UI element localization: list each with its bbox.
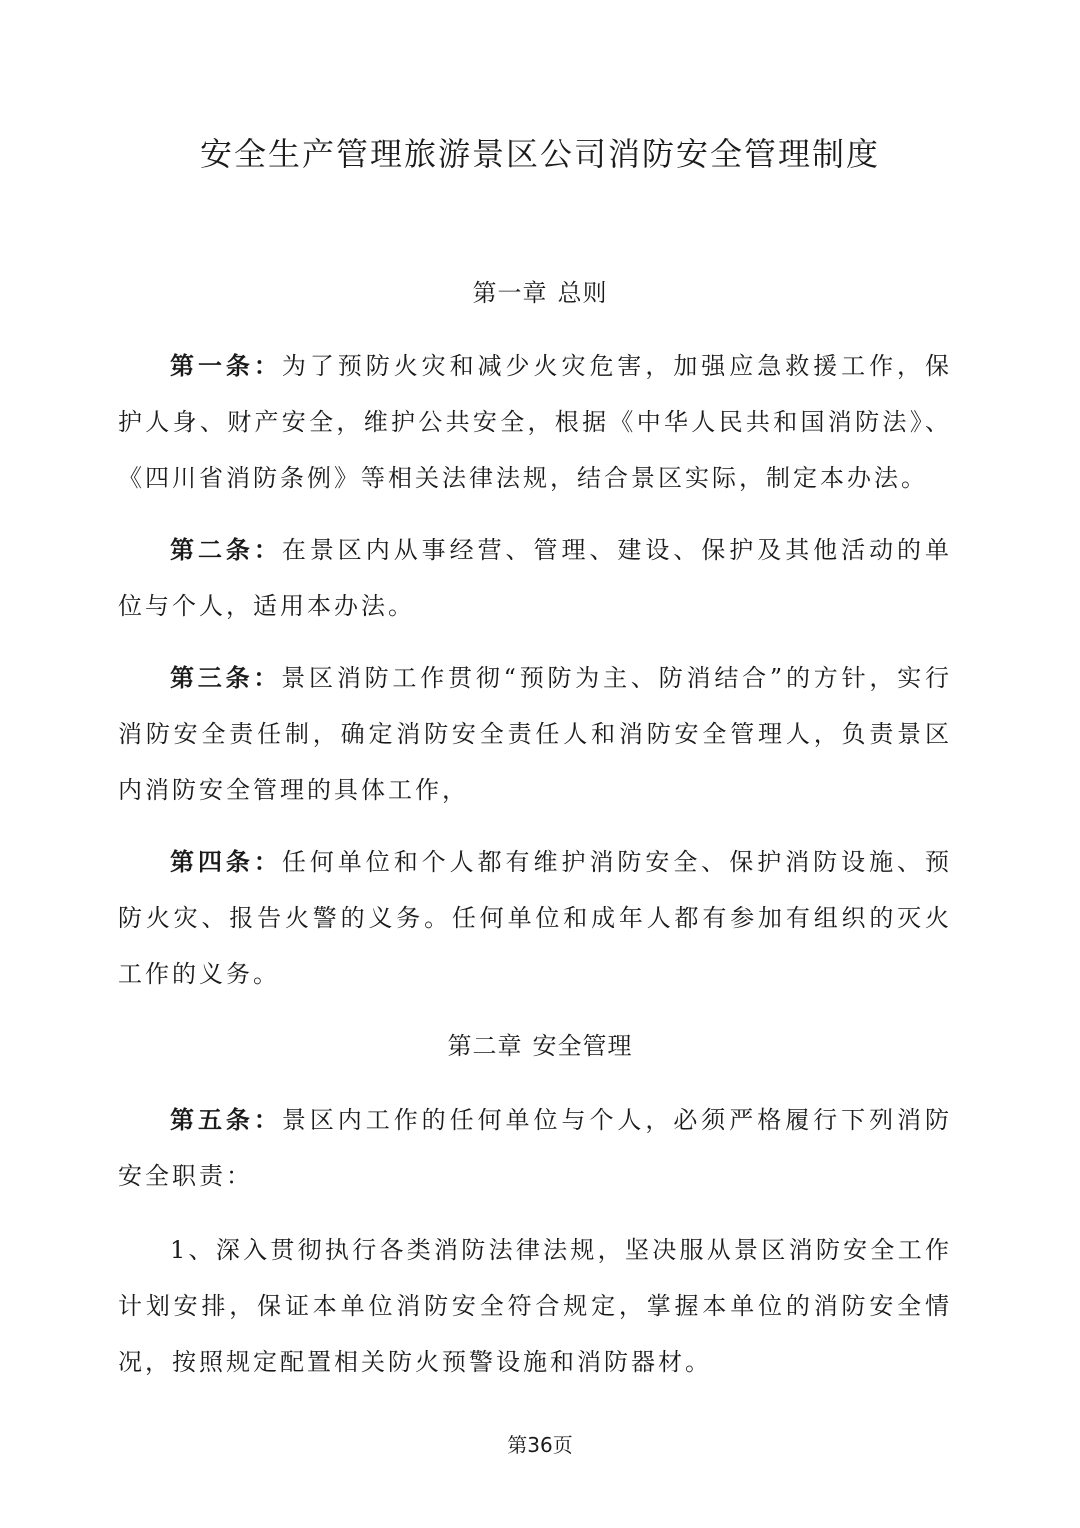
list-item-text: 1、深入贯彻执行各类消防法律法规，坚决服从景区消防安全工作计划安排，保证本单位消防安全符合规定，掌握本单位的消防安全情况，按照规定配置相关防火预警设施和消防器材。 — [118, 1236, 952, 1376]
article-label: 第三条： — [170, 663, 282, 692]
article-text: 景区消防工作贯彻“预防为主、防消结合”的方针，实行消防安全责任制，确定消防安全责任人和消防安全管理人，负责景区内消防安全管理的具体工作， — [118, 664, 953, 804]
article-2 — [118, 522, 952, 634]
article-label: 第四条： — [170, 847, 282, 876]
list-item-1 — [118, 1222, 952, 1390]
chapter-heading-1 — [0, 275, 1080, 311]
chapter-name: 总则 — [557, 279, 608, 307]
article-text: 在景区内从事经营、管理、建设、保护及其他活动的单位与个人，适用本办法。 — [118, 536, 953, 620]
article-1 — [118, 338, 952, 506]
article-text: 景区内工作的任何单位与个人，必须严格履行下列消防安全职责： — [118, 1106, 953, 1190]
article-3 — [118, 650, 952, 818]
chapter-number: 第二章 — [447, 1032, 523, 1060]
article-label: 第五条： — [170, 1105, 282, 1134]
page-number: 第36页 — [507, 1433, 573, 1457]
article-5 — [118, 1092, 952, 1204]
article-text: 任何单位和个人都有维护消防安全、保护消防设施、预防火灾、报告火警的义务。任何单位和成年人都有参加有组织的灭火工作的义务。 — [118, 848, 953, 988]
chapter-number: 第一章 — [472, 279, 548, 307]
document-title: 安全生产管理旅游景区公司消防安全管理制度 — [199, 135, 880, 173]
article-label: 第二条： — [170, 535, 282, 564]
article-4 — [118, 834, 952, 1002]
article-text: 为了预防火灾和减少火灾危害，加强应急救援工作，保护人身、财产安全，维护公共安全，根据《中华人民共和国消防法》、《四川省消防条例》等相关法律法规，结合景区实际，制定本办法。 — [118, 352, 953, 492]
article-label: 第一条： — [170, 351, 282, 380]
chapter-name: 安全管理 — [532, 1032, 633, 1060]
chapter-heading-2 — [0, 1028, 1080, 1064]
